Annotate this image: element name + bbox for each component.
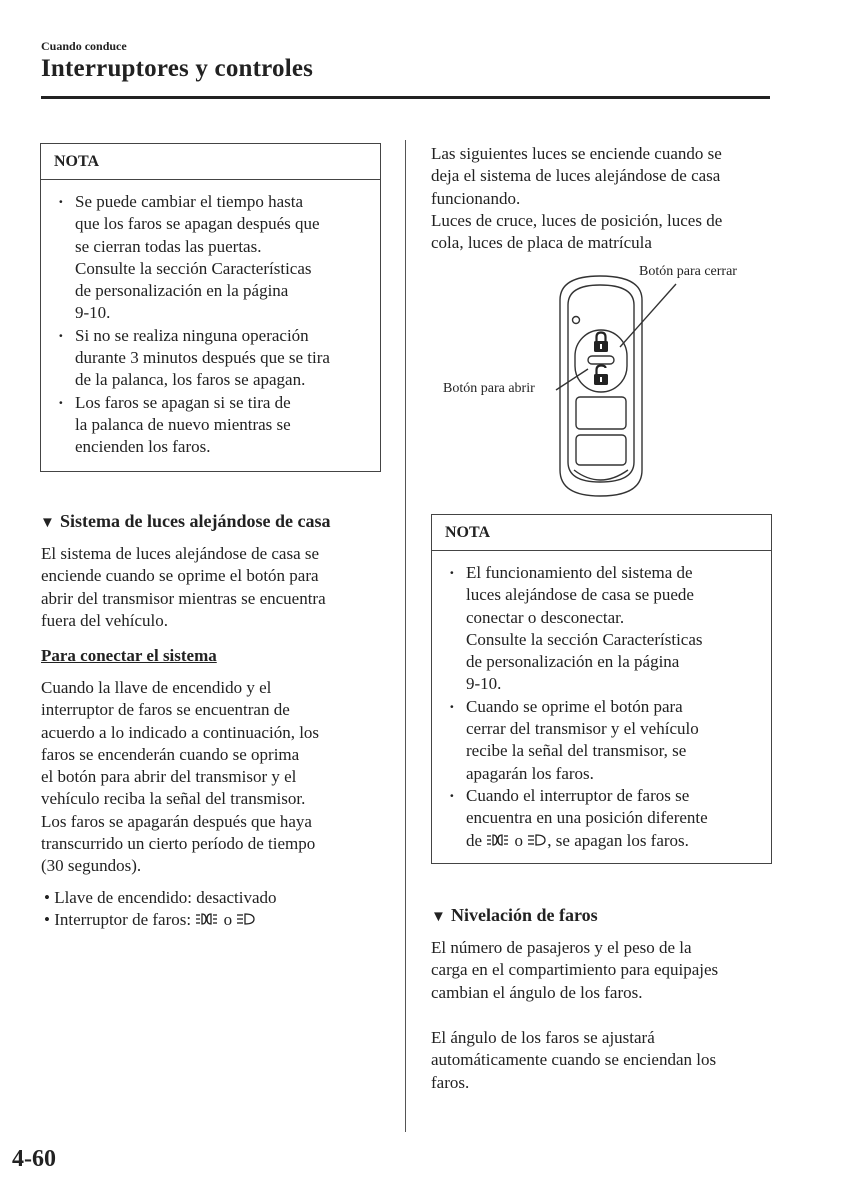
leveling-paragraph-2: El ángulo de los faros se ajustará automáticamente cuando se enciendan los faros. xyxy=(431,1028,717,1092)
column-divider xyxy=(405,140,406,1132)
note-item: · Cuando se oprime el botón para cerrar del transmisor y el vehículo recibe la señal del transmisor, se apagarán los faros. xyxy=(444,696,761,785)
note-box-2 xyxy=(431,514,772,864)
lock-icon xyxy=(594,333,608,353)
conditions-list xyxy=(44,887,277,932)
note-label: NOTA xyxy=(432,515,771,551)
headlight-high-beam-icon xyxy=(527,833,547,847)
note-item: · Se puede cambiar el tiempo hasta que los faros se apagan después que se cierran todas las puertas. Consulte la sección Características de personalización en la página 9-10. xyxy=(53,191,370,325)
lock-button-label: Botón para cerrar xyxy=(639,264,737,279)
note-list xyxy=(53,191,370,459)
section-heading-leveling: ▼ Nivelación de faros xyxy=(431,904,598,928)
section-heading-leaving-home: ▼ Sistema de luces alejándose de casa xyxy=(40,510,330,534)
header-divider xyxy=(41,96,770,99)
headlight-symbol-icon xyxy=(195,912,219,926)
page-title: Interruptores y controles xyxy=(41,55,314,82)
headlight-symbol-icon xyxy=(486,833,510,847)
condition-item: • Llave de encendido: desactivado xyxy=(44,888,277,907)
connect-system-heading: Para conectar el sistema xyxy=(41,646,217,665)
note-item: · Los faros se apagan si se tira de la palanca de nuevo mientras se encienden los faros. xyxy=(53,392,370,459)
note-box-1 xyxy=(40,143,381,472)
unlock-icon xyxy=(594,366,608,386)
leveling-paragraph-1: El número de pasajeros y el peso de la carga en el compartimiento para equipajes cambian el ángulo de los faros. xyxy=(431,938,719,1002)
note-item: · El funcionamiento del sistema de luces alejándose de casa se puede conectar o desconectar. Consulte la sección Características de personalización en la página 9-10. xyxy=(444,562,761,696)
note-label: NOTA xyxy=(41,144,380,180)
note-item: · Si no se realiza ninguna operación durante 3 minutos después que se tira de la palanca, los faros se apagan. xyxy=(53,325,370,392)
page-number: 4-60 xyxy=(12,1146,56,1172)
note-list xyxy=(444,562,761,852)
key-fob-illustration xyxy=(520,260,760,500)
triangle-marker-icon: ▼ xyxy=(40,515,55,531)
condition-item: • Interruptor de faros: o xyxy=(44,909,277,931)
unlock-button-label: Botón para abrir xyxy=(443,381,535,396)
connect-system-text: Cuando la llave de encendido y el interruptor de faros se encuentran de acuerdo a lo indicado a continuación, los faros se encenderán cuando se oprima el botón para abrir del transmisor y el vehículo reciba la señal del transmisor. Los faros se apagarán después que haya transcurrido un cierto período de tiempo (30 segundos). xyxy=(41,678,320,876)
section-label: Cuando conduce xyxy=(41,39,127,53)
note-item: · Cuando el interruptor de faros se encuentra en una posición diferente de o , se apagan los faros. xyxy=(444,785,761,852)
triangle-marker-icon: ▼ xyxy=(431,909,446,925)
leaving-home-intro: El sistema de luces alejándose de casa se enciende cuando se oprime el botón para abrir del transmisor mientras se encuentra fuera del vehículo. xyxy=(41,544,326,630)
lights-paragraph: Las siguientes luces se enciende cuando se deja el sistema de luces alejándose de casa funcionando. Luces de cruce, luces de posición, luces de cola, luces de placa de matrícula xyxy=(431,144,723,253)
headlight-high-beam-icon xyxy=(236,912,256,926)
